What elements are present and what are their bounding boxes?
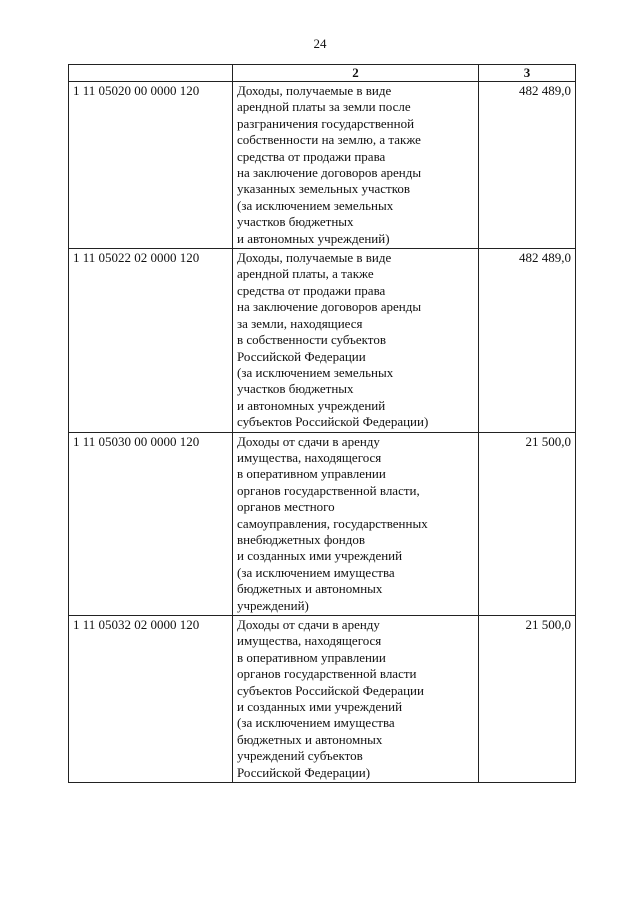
description-line: имущества, находящегося [237,449,382,465]
classification-code: 1 11 05020 00 0000 120 [69,82,233,249]
description-line: средства от продажи права [237,282,386,298]
description-line: внебюджетных фондов [237,531,365,547]
revenue-description [233,616,479,783]
amount-value: 21 500,0 [479,432,576,615]
description-line: участков бюджетных [237,381,354,397]
description-line: и созданных ими учреждений [237,548,403,564]
description-line: учреждений) [237,597,309,613]
description-line: бюджетных и автономных [237,731,383,747]
description-line: (за исключением имущества [237,564,395,580]
description-line: (за исключением имущества [237,715,395,731]
description-line: в собственности субъектов [237,332,386,348]
page-number: 24 [313,36,327,51]
revenue-description [233,82,479,249]
description-line: субъектов Российской Федерации [237,682,424,698]
description-line: и автономных учреждений [237,397,386,413]
table-header-row [69,65,576,82]
description-line: (за исключением земельных [237,197,394,213]
description-line: арендной платы за земли после [237,99,411,115]
description-line: на заключение договоров аренды [237,299,422,315]
column-header-2: 2 [233,65,479,82]
description-line: самоуправления, государственных [237,515,428,531]
table-row [69,432,576,615]
description-line: Доходы от сдачи в аренду [237,617,380,632]
description-line: и созданных ими учреждений [237,699,403,715]
description-line: имущества, находящегося [237,633,382,649]
description-line: указанных земельных участков [237,181,411,197]
description-line: Российской Федерации [237,348,366,364]
classification-code: 1 11 05030 00 0000 120 [69,432,233,615]
description-line: Доходы, получаемые в виде [237,83,392,98]
description-line: органов местного [237,499,335,515]
description-line: Доходы, получаемые в виде [237,250,392,266]
table-row [69,249,576,432]
description-line: бюджетных и автономных [237,581,383,597]
description-line: органов государственной власти [237,666,417,682]
revenue-description [233,249,479,432]
description-line: собственности на землю, а также [237,132,421,148]
description-line: за земли, находящиеся [237,315,363,331]
description-line: арендной платы, а также [237,266,374,282]
table-body [69,82,576,783]
description-line: на заключение договоров аренды [237,165,422,181]
description-line: участков бюджетных [237,214,354,230]
description-line: Российской Федерации) [237,764,371,780]
classification-code: 1 11 05032 02 0000 120 [69,616,233,783]
column-header-1 [69,65,233,82]
description-line: органов государственной власти, [237,482,420,498]
revenue-description [233,432,479,615]
budget-table [68,64,576,783]
amount-value: 482 489,0 [479,249,576,432]
description-line: (за исключением земельных [237,364,394,380]
description-line: разграничения государственной [237,115,415,131]
amount-value: 21 500,0 [479,616,576,783]
description-line: субъектов Российской Федерации) [237,414,429,430]
description-line: и автономных учреждений) [237,230,390,246]
description-line: средства от продажи права [237,148,386,164]
description-line: в оперативном управлении [237,649,386,665]
description-line: в оперативном управлении [237,466,386,482]
classification-code: 1 11 05022 02 0000 120 [69,249,233,432]
amount-value: 482 489,0 [479,82,576,249]
description-line: учреждений субъектов [237,748,363,764]
column-header-3: 3 [479,65,576,82]
description-line: Доходы от сдачи в аренду [237,433,380,449]
table-row [69,82,576,249]
table-row [69,616,576,783]
